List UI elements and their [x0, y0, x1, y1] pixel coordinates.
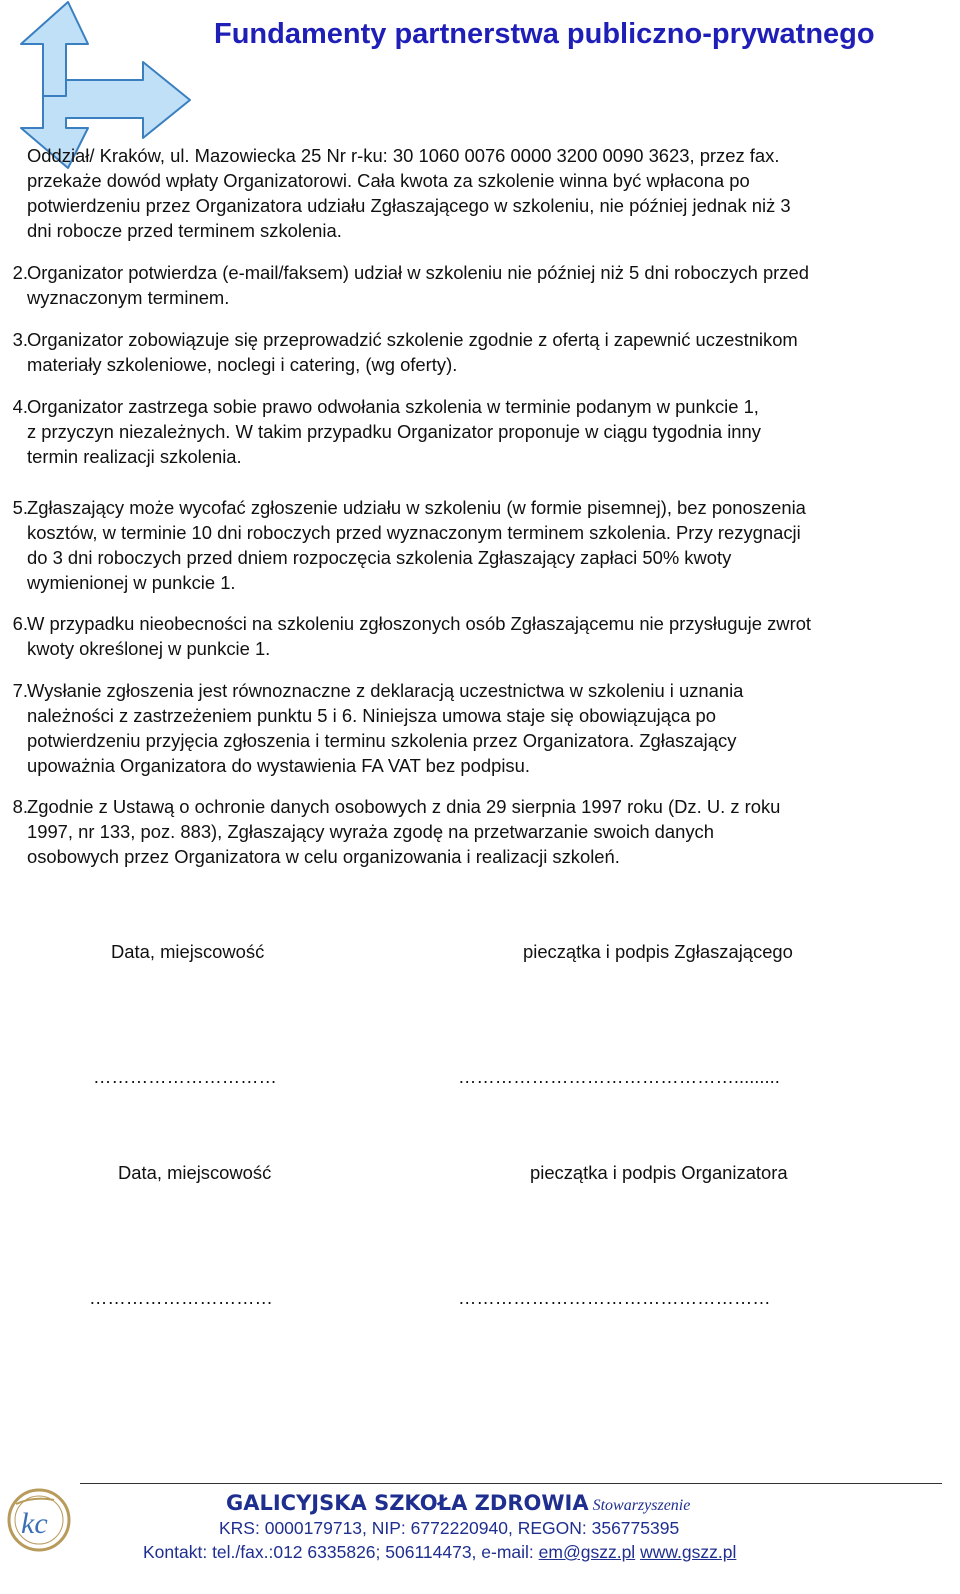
item-line: 1997, nr 133, poz. 883), Zgłaszający wyraża zgodę na przetwarzanie swoich danych [27, 821, 714, 842]
item-line: kwoty określonej w punkcie 1. [27, 638, 271, 659]
intro-line-3: potwierdzeniu przez Organizatora udziału Zgłaszającego w szkoleniu, nie później jednak niż 3 [27, 195, 791, 216]
contact-prefix: Kontakt: tel./fax.:012 6335826; 506114473, e-mail: [143, 1542, 539, 1562]
website-link[interactable]: www.gszz.pl [640, 1542, 737, 1562]
logo-letters: kc [21, 1507, 48, 1540]
item-line: kosztów, w terminie 10 dni roboczych przed wyznaczonym terminem szkolenia. Przy rezygnacji [27, 522, 801, 543]
intro-line-4: dni robocze przed terminem szkolenia. [27, 220, 342, 241]
item-number: 5. [12, 497, 28, 518]
item-line: Wysłanie zgłoszenia jest równoznaczne z deklaracją uczestnictwa w szkoleniu i uznania [27, 680, 744, 701]
org-contact [143, 1542, 736, 1563]
org-signature-line: …………………………………………… [458, 1287, 771, 1308]
item-line: Zgłaszający może wycofać zgłoszenie udziału w szkoleniu (w formie pisemnej), bez ponoszenia [27, 497, 806, 518]
intro-line-1: Oddział/ Kraków, ul. Mazowiecka 25 Nr r-ku: 30 1060 0076 0000 3200 0090 3623, przez fax. [27, 145, 780, 166]
item-number: 6. [12, 613, 28, 634]
client-signature-line: ………………………………………......... [458, 1066, 780, 1087]
item-line: Organizator zobowiązuje się przeprowadzić szkolenie zgodnie z ofertą i zapewnić uczestnikom [27, 329, 798, 350]
item-line: wyznaczonym terminem. [27, 287, 230, 308]
item-line: z przyczyn niezależnych. W takim przypadku Organizator proponuje w ciągu tygodnia inny [27, 421, 761, 442]
item-line: Organizator zastrzega sobie prawo odwołania szkolenia w terminie podanym w punkcie 1, [27, 396, 759, 417]
org-registry: KRS: 0000179713, NIP: 6772220940, REGON: 356775395 [219, 1518, 680, 1538]
org-date-line: ………………………… [89, 1287, 273, 1308]
document-title: Fundamenty partnerstwa publiczno-prywatnego [214, 18, 875, 50]
item-line: Organizator potwierdza (e-mail/faksem) udział w szkoleniu nie później niż 5 dni roboczych przed [27, 262, 809, 283]
item-number: 2. [12, 262, 28, 283]
item-number: 8. [12, 796, 28, 817]
item-line: upoważnia Organizatora do wystawienia FA VAT bez podpisu. [27, 755, 530, 776]
item-line: osobowych przez Organizatora w celu organizowania i realizacji szkoleń. [27, 846, 620, 867]
org-date-label: Data, miejscowość [118, 1162, 272, 1183]
item-line: termin realizacji szkolenia. [27, 446, 242, 467]
org-subtitle: Stowarzyszenie [592, 1497, 691, 1514]
org-name [226, 1491, 690, 1515]
org-signature-label: pieczątka i podpis Organizatora [530, 1162, 788, 1183]
item-line: W przypadku nieobecności na szkoleniu zgłoszonych osób Zgłaszającemu nie przysługuje zwrot [27, 613, 812, 634]
email-link[interactable]: em@gszz.pl [538, 1542, 636, 1562]
item-line: wymienionej w punkcie 1. [27, 572, 236, 593]
item-number: 7. [12, 680, 28, 701]
client-date-line: ………………………… [93, 1066, 277, 1087]
item-line: należności z zastrzeżeniem punktu 5 i 6. Niniejsza umowa staje się obowiązująca po [27, 705, 716, 726]
item-line: potwierdzeniu przyjęcia zgłoszenia i terminu szkolenia przez Organizatora. Zgłaszający [27, 730, 737, 751]
org-name-text: GALICYJSKA SZKOŁA ZDROWIA [226, 1491, 589, 1515]
footer-divider [80, 1483, 942, 1484]
item-number: 3. [12, 329, 28, 350]
intro-line-2: przekaże dowód wpłaty Organizatorowi. Cała kwota za szkolenie winna być wpłacona po [27, 170, 750, 191]
gsz-logo-icon [4, 1486, 74, 1554]
item-line: do 3 dni roboczych przed dniem rozpoczęcia szkolenia Zgłaszający zapłaci 50% kwoty [27, 547, 732, 568]
client-date-label: Data, miejscowość [111, 941, 265, 962]
item-line: materiały szkoleniowe, noclegi i catering, (wg oferty). [27, 354, 458, 375]
item-number: 4. [12, 396, 28, 417]
client-signature-label: pieczątka i podpis Zgłaszającego [523, 941, 793, 962]
item-line: Zgodnie z Ustawą o ochronie danych osobowych z dnia 29 sierpnia 1997 roku (Dz. U. z roku [27, 796, 781, 817]
